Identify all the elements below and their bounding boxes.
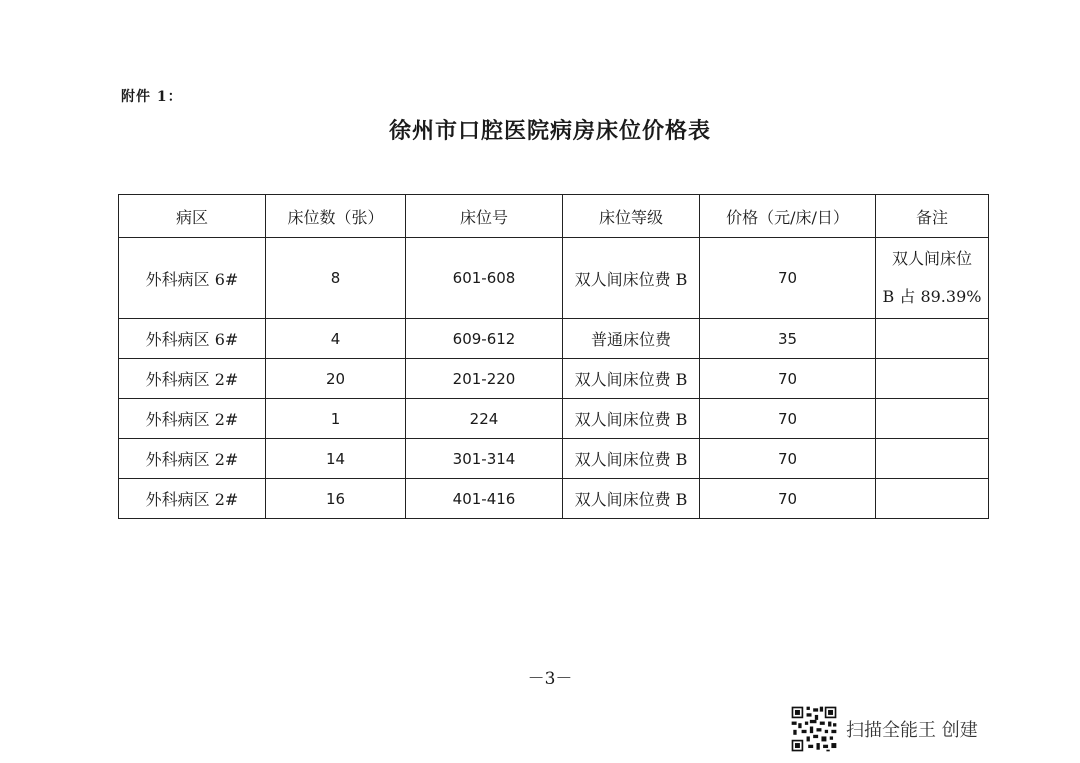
cell-ward: 外科病区 6#	[119, 319, 266, 359]
cell-bed-count: 1	[266, 399, 406, 439]
table-row	[119, 439, 989, 479]
cell-ward: 外科病区 2#	[119, 479, 266, 519]
cell-price: 70	[700, 238, 876, 319]
cell-bed-number: 201-220	[406, 359, 563, 399]
cell-bed-count: 14	[266, 439, 406, 479]
cell-bed-number: 301-314	[406, 439, 563, 479]
bed-price-table	[118, 194, 989, 519]
table-row	[119, 238, 989, 319]
cell-bed-number: 401-416	[406, 479, 563, 519]
cell-bed-grade: 双人间床位费 B	[563, 238, 700, 319]
header-ward: 病区	[119, 195, 266, 238]
header-note: 备注	[876, 195, 989, 238]
cell-bed-count: 16	[266, 479, 406, 519]
cell-note	[876, 439, 989, 479]
cell-price: 70	[700, 399, 876, 439]
note-line: 双人间床位	[891, 249, 972, 268]
cell-bed-count: 4	[266, 319, 406, 359]
cell-ward: 外科病区 6#	[119, 238, 266, 319]
cell-bed-count: 20	[266, 359, 406, 399]
table-header-row	[119, 195, 989, 238]
page-title: 徐州市口腔医院病房床位价格表	[388, 119, 711, 144]
watermark-text: 扫描全能王 创建	[846, 720, 978, 741]
header-bed-number: 床位号	[406, 195, 563, 238]
cell-note	[876, 319, 989, 359]
cell-note	[876, 399, 989, 439]
table-row	[119, 479, 989, 519]
cell-bed-grade: 普通床位费	[563, 319, 700, 359]
cell-bed-number: 224	[406, 399, 563, 439]
note-line: B 占 89.39%	[882, 287, 982, 306]
cell-price: 35	[700, 319, 876, 359]
cell-price: 70	[700, 439, 876, 479]
cell-ward: 外科病区 2#	[119, 359, 266, 399]
attachment-label: 附件 1：	[121, 89, 183, 105]
page-number: －3－	[527, 669, 573, 689]
cell-note	[876, 238, 989, 319]
cell-price: 70	[700, 359, 876, 399]
cell-bed-number: 601-608	[406, 238, 563, 319]
table-row	[119, 359, 989, 399]
cell-bed-grade: 双人间床位费 B	[563, 479, 700, 519]
cell-bed-count: 8	[266, 238, 406, 319]
cell-note	[876, 479, 989, 519]
cell-price: 70	[700, 479, 876, 519]
table-row	[119, 319, 989, 359]
scanner-watermark	[790, 705, 978, 753]
cell-bed-grade: 双人间床位费 B	[563, 439, 700, 479]
cell-ward: 外科病区 2#	[119, 399, 266, 439]
cell-ward: 外科病区 2#	[119, 439, 266, 479]
qr-code-icon	[790, 705, 838, 753]
header-price: 价格（元/床/日）	[700, 195, 876, 238]
cell-bed-grade: 双人间床位费 B	[563, 399, 700, 439]
cell-bed-number: 609-612	[406, 319, 563, 359]
header-bed-count: 床位数（张）	[266, 195, 406, 238]
cell-note	[876, 359, 989, 399]
cell-bed-grade: 双人间床位费 B	[563, 359, 700, 399]
table-row	[119, 399, 989, 439]
header-bed-grade: 床位等级	[563, 195, 700, 238]
